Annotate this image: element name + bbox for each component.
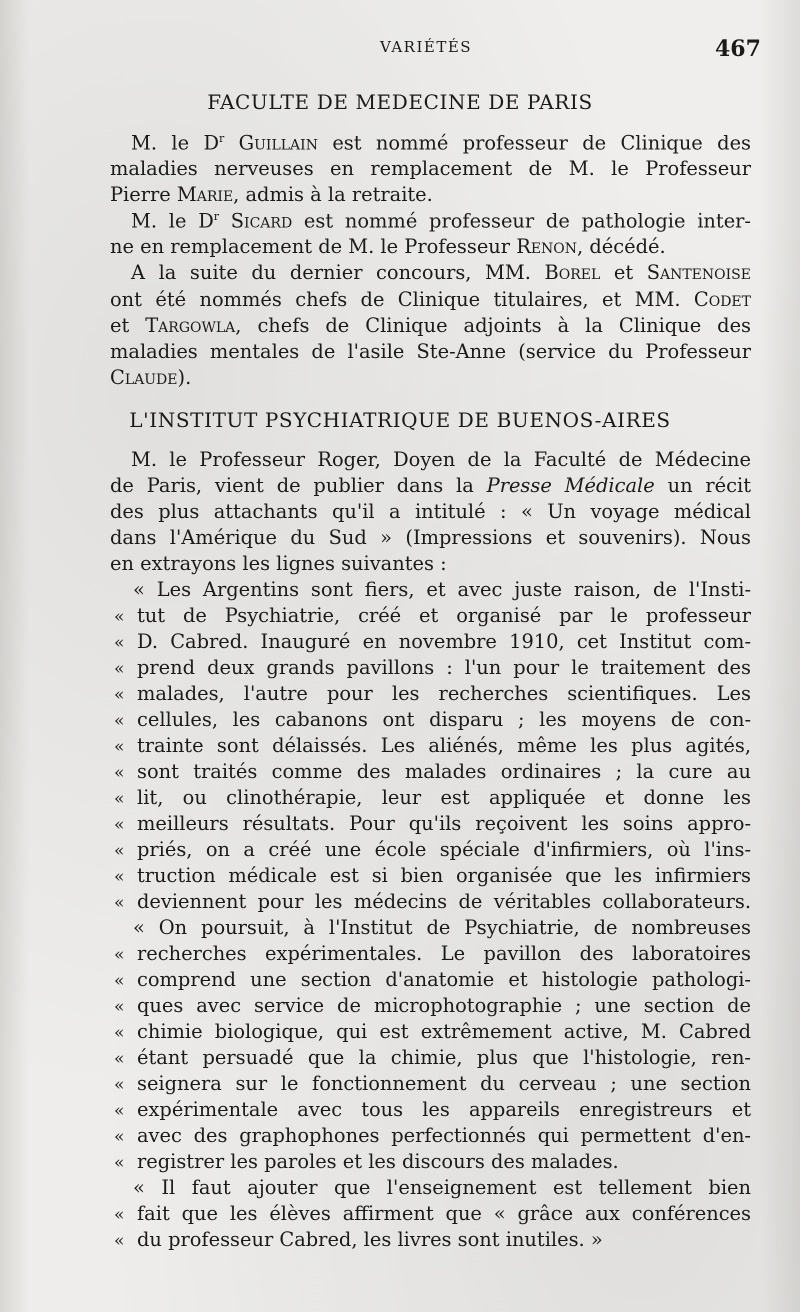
quote-line: prend deux grands pavillons : l'un pour le traitement des	[137, 656, 751, 679]
quote-line: « On poursuit, à l'Institut de Psychiatrie, de nombreuses	[133, 916, 751, 939]
quote-line: registrer les paroles et les discours des malades.	[137, 1150, 619, 1173]
quote-line: du professeur Cabred, les livres sont inutiles. »	[137, 1228, 603, 1251]
quote-mark: «	[114, 1023, 125, 1043]
quote-line: recherches expérimentales. Le pavillon des laboratoires	[137, 942, 751, 965]
quote-line: meilleurs résultats. Pour qu'ils reçoivent les soins appro-	[137, 812, 751, 835]
quote-mark: «	[114, 737, 125, 757]
quote-mark: «	[114, 945, 125, 965]
text-line: dans l'Amérique du Sud » (Impressions et souvenirs). Nous	[110, 526, 751, 549]
quote-line: expérimentale avec tous les appareils enregistreurs et	[137, 1098, 751, 1121]
quote-line: truction médicale est si bien organisée que les infirmiers	[137, 864, 751, 887]
quote-mark: «	[114, 1127, 125, 1147]
quote-line: tut de Psychiatrie, créé et organisé par le professeur	[137, 604, 751, 627]
quote-mark: «	[114, 893, 125, 913]
quote-mark: «	[114, 815, 125, 835]
text-line: M. le Professeur Roger, Doyen de la Faculté de Médecine	[131, 448, 751, 471]
quote-line: fait que les élèves affirment que « grâce aux conférences	[137, 1202, 751, 1225]
text-line: de Paris, vient de publier dans la Presse Médicale un récit	[110, 474, 752, 497]
quote-mark: «	[114, 1101, 125, 1121]
text-line: Pierre Marie, admis à la retraite.	[110, 183, 433, 206]
text-line: Claude).	[110, 366, 192, 389]
quote-mark: «	[114, 763, 125, 783]
running-title: VARIÉTÉS	[380, 38, 473, 56]
quote-mark: «	[114, 1205, 125, 1225]
quote-line: avec des graphophones perfectionnés qui permettent d'en-	[137, 1124, 751, 1147]
quote-mark: «	[114, 1075, 125, 1095]
quote-mark: «	[114, 633, 125, 653]
quote-line: seignera sur le fonctionnement du cerveau ; une section	[137, 1072, 751, 1095]
quote-mark: «	[114, 1049, 125, 1069]
text-line: M. le $D^r$ Sicard est nommé professeur de pathologie inter-	[131, 209, 751, 233]
text-line: et Targowla, chefs de Clinique adjoints à la Clinique des	[110, 314, 751, 337]
quote-mark: «	[114, 997, 125, 1017]
text-line: ne en remplacement de M. le Professeur Renon, décédé.	[110, 235, 666, 258]
quote-line: deviennent pour les médecins de véritables collaborateurs.	[137, 890, 751, 913]
quote-line: priés, on a créé une école spéciale d'infirmiers, où l'ins-	[137, 838, 751, 861]
section-title-faculte: FACULTE DE MEDECINE DE PARIS	[207, 90, 593, 114]
quote-line: sont traités comme des malades ordinaires ; la cure au	[137, 760, 751, 783]
text-line: maladies nerveuses en remplacement de M. le Professeur	[110, 157, 751, 180]
quote-mark: «	[114, 1231, 125, 1251]
quote-line: D. Cabred. Inauguré en novembre 1910, cet Institut com-	[137, 630, 751, 653]
quote-line: trainte sont délaissés. Les aliénés, même les plus agités,	[137, 734, 751, 757]
quote-mark: «	[114, 867, 125, 887]
quote-line: chimie biologique, qui est extrêmement active, M. Cabred	[137, 1020, 751, 1043]
quote-mark: «	[114, 1153, 125, 1173]
text-line: maladies mentales de l'asile Ste-Anne (service du Professeur	[110, 340, 751, 363]
quote-mark: «	[114, 789, 125, 809]
page-number: 467	[715, 36, 761, 62]
text-line: A la suite du dernier concours, MM. Borel et Santenoise	[131, 261, 751, 284]
quote-mark: «	[114, 607, 125, 627]
quote-mark: «	[114, 659, 125, 679]
quote-mark: «	[114, 685, 125, 705]
text-line: M. le $D^r$ Guillain est nommé professeur de Clinique des	[131, 131, 751, 155]
section-title-institut: L'INSTITUT PSYCHIATRIQUE DE BUENOS-AIRES	[129, 408, 671, 432]
quote-mark: «	[114, 971, 125, 991]
quote-line: cellules, les cabanons ont disparu ; les moyens de con-	[137, 708, 751, 731]
quote-line: malades, l'autre pour les recherches scientifiques. Les	[137, 682, 751, 705]
quote-line: lit, ou clinothérapie, leur est appliquée et donne les	[137, 786, 751, 809]
quote-mark: «	[114, 711, 125, 731]
quote-line: « Les Argentins sont fiers, et avec juste raison, de l'Insti-	[133, 578, 751, 601]
text-line: ont été nommés chefs de Clinique titulaires, et MM. Codet	[110, 288, 751, 311]
text-line: des plus attachants qu'il a intitulé : « Un voyage médical	[110, 500, 751, 523]
quote-line: « Il faut ajouter que l'enseignement est tellement bien	[133, 1176, 751, 1199]
quote-line: ques avec service de microphotographie ; une section de	[137, 994, 751, 1017]
text-line: en extrayons les lignes suivantes :	[110, 552, 447, 575]
quote-line: étant persuadé que la chimie, plus que l'histologie, ren-	[137, 1046, 751, 1069]
quote-mark: «	[114, 841, 125, 861]
running-head	[0, 36, 800, 66]
quote-line: comprend une section d'anatomie et histologie pathologi-	[137, 968, 751, 991]
